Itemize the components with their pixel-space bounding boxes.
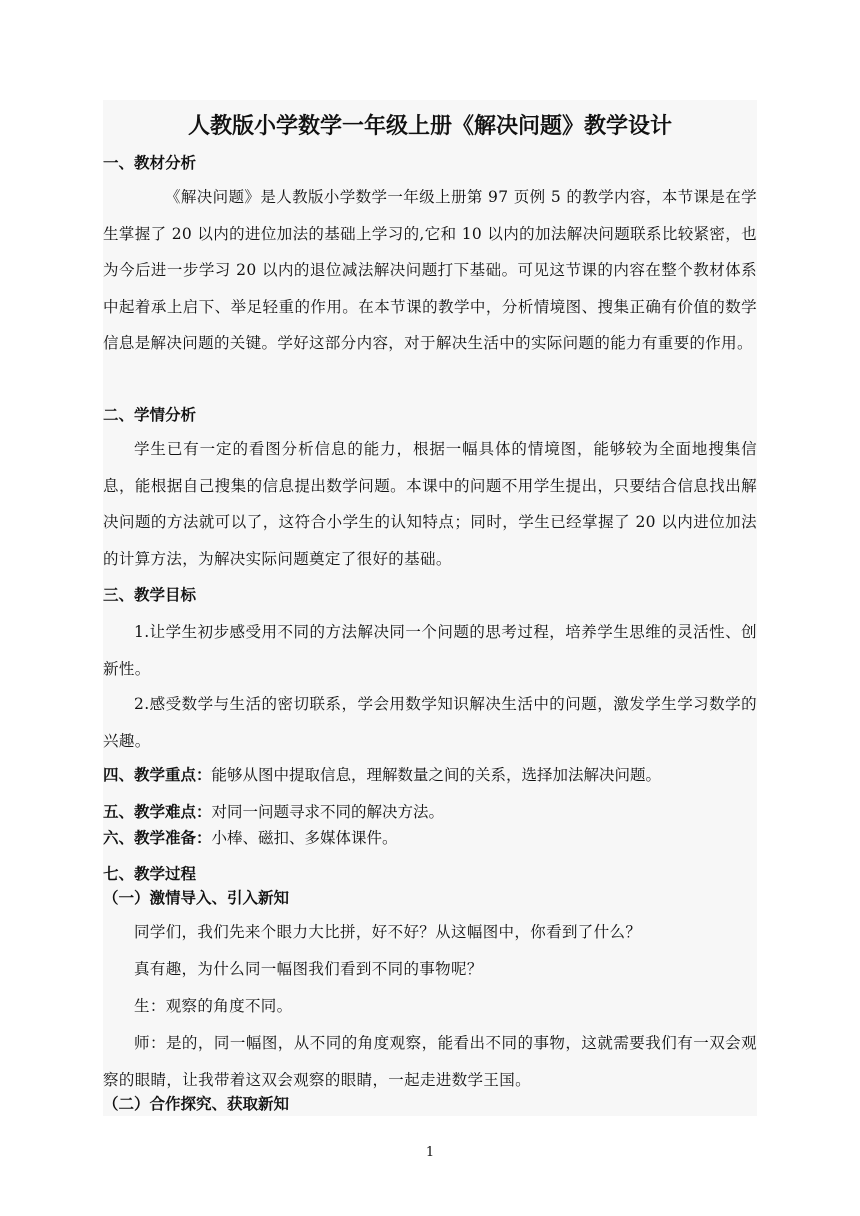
paragraph-dialogue-2: 真有趣，为什么同一幅图我们看到不同的事物呢？ — [134, 960, 483, 978]
heading-preparation: 六、教学准备： — [103, 829, 212, 847]
paragraph-student-analysis: 学生已有一定的看图分析信息的能力，根据一幅具体的情境图，能够较为全面地搜集信息，能根据自己搜集的信息提出数学问题。本课中的问题不用学生提出，只要结合信息找出解决问题的方法就可以了，这符合小学生的认知特点；同时，学生已经掌握了 20 以内进位加法的计算方法，为解决实际问题奠定了很好的基础。 — [103, 440, 757, 568]
difficulties-text: 对同一问题寻求不同的解决方法。 — [211, 803, 445, 821]
preparation-text: 小棒、磁扣、多媒体课件。 — [211, 829, 398, 847]
section-heading-7: 七、教学过程 — [103, 865, 197, 883]
paragraph-dialogue-4: 师：是的，同一幅图，从不同的角度观察，能看出不同的事物，这就需要我们有一双会观察的眼睛，让我带着这双会观察的眼睛，一起走进数学王国。 — [103, 1034, 757, 1089]
key-points-text: 能够从图中提取信息，理解数量之间的关系，选择加法解决问题。 — [211, 766, 662, 784]
section-heading-2: 二、学情分析 — [103, 406, 197, 424]
paragraph-goal-2: 2.感受数学与生活的密切联系，学会用数学知识解决生活中的问题，激发学生学习数学的兴趣。 — [103, 695, 757, 750]
paragraph-goal-1: 1.让学生初步感受用不同的方法解决同一个问题的思考过程，培养学生思维的灵活性、创新性。 — [103, 623, 757, 678]
heading-key-points: 四、教学重点： — [103, 766, 212, 784]
section-heading-6 — [103, 826, 757, 850]
section-heading-1: 一、教材分析 — [103, 154, 197, 172]
paragraph-dialogue-1: 同学们，我们先来个眼力大比拼，好不好？从这幅图中，你看到了什么？ — [134, 923, 642, 941]
heading-difficulties: 五、教学难点： — [103, 803, 212, 821]
paragraph-dialogue-3: 生：观察的角度不同。 — [134, 997, 293, 1015]
paragraph-textbook-analysis: 《解决问题》是人教版小学数学一年级上册第 97 页例 5 的教学内容，本节课是在学生掌握了 20 以内的进位加法的基础上学习的,它和 10 以内的加法解决问题联系比较紧密，也为今后进一步学习 20 以内的退位减法解决问题打下基础。可见这节课的内容在整个教材体系中起着承上启下、举足轻重的作用。在本节课的教学中，分析情境图、搜集正确有价值的数学信息是解决问题的关键。学好这部分内容，对于解决生活中的实际问题的能力有重要的作用。 — [103, 188, 757, 352]
subsection-heading-1: （一）激情导入、引入新知 — [103, 889, 290, 907]
section-heading-4 — [103, 763, 757, 787]
subsection-heading-2: （二）合作探究、获取新知 — [103, 1095, 290, 1113]
section-heading-3: 三、教学目标 — [103, 586, 197, 604]
page-number: 1 — [425, 1145, 435, 1160]
section-heading-5 — [103, 800, 757, 824]
document-title: 人教版小学数学一年级上册《解决问题》教学设计 — [187, 114, 672, 139]
